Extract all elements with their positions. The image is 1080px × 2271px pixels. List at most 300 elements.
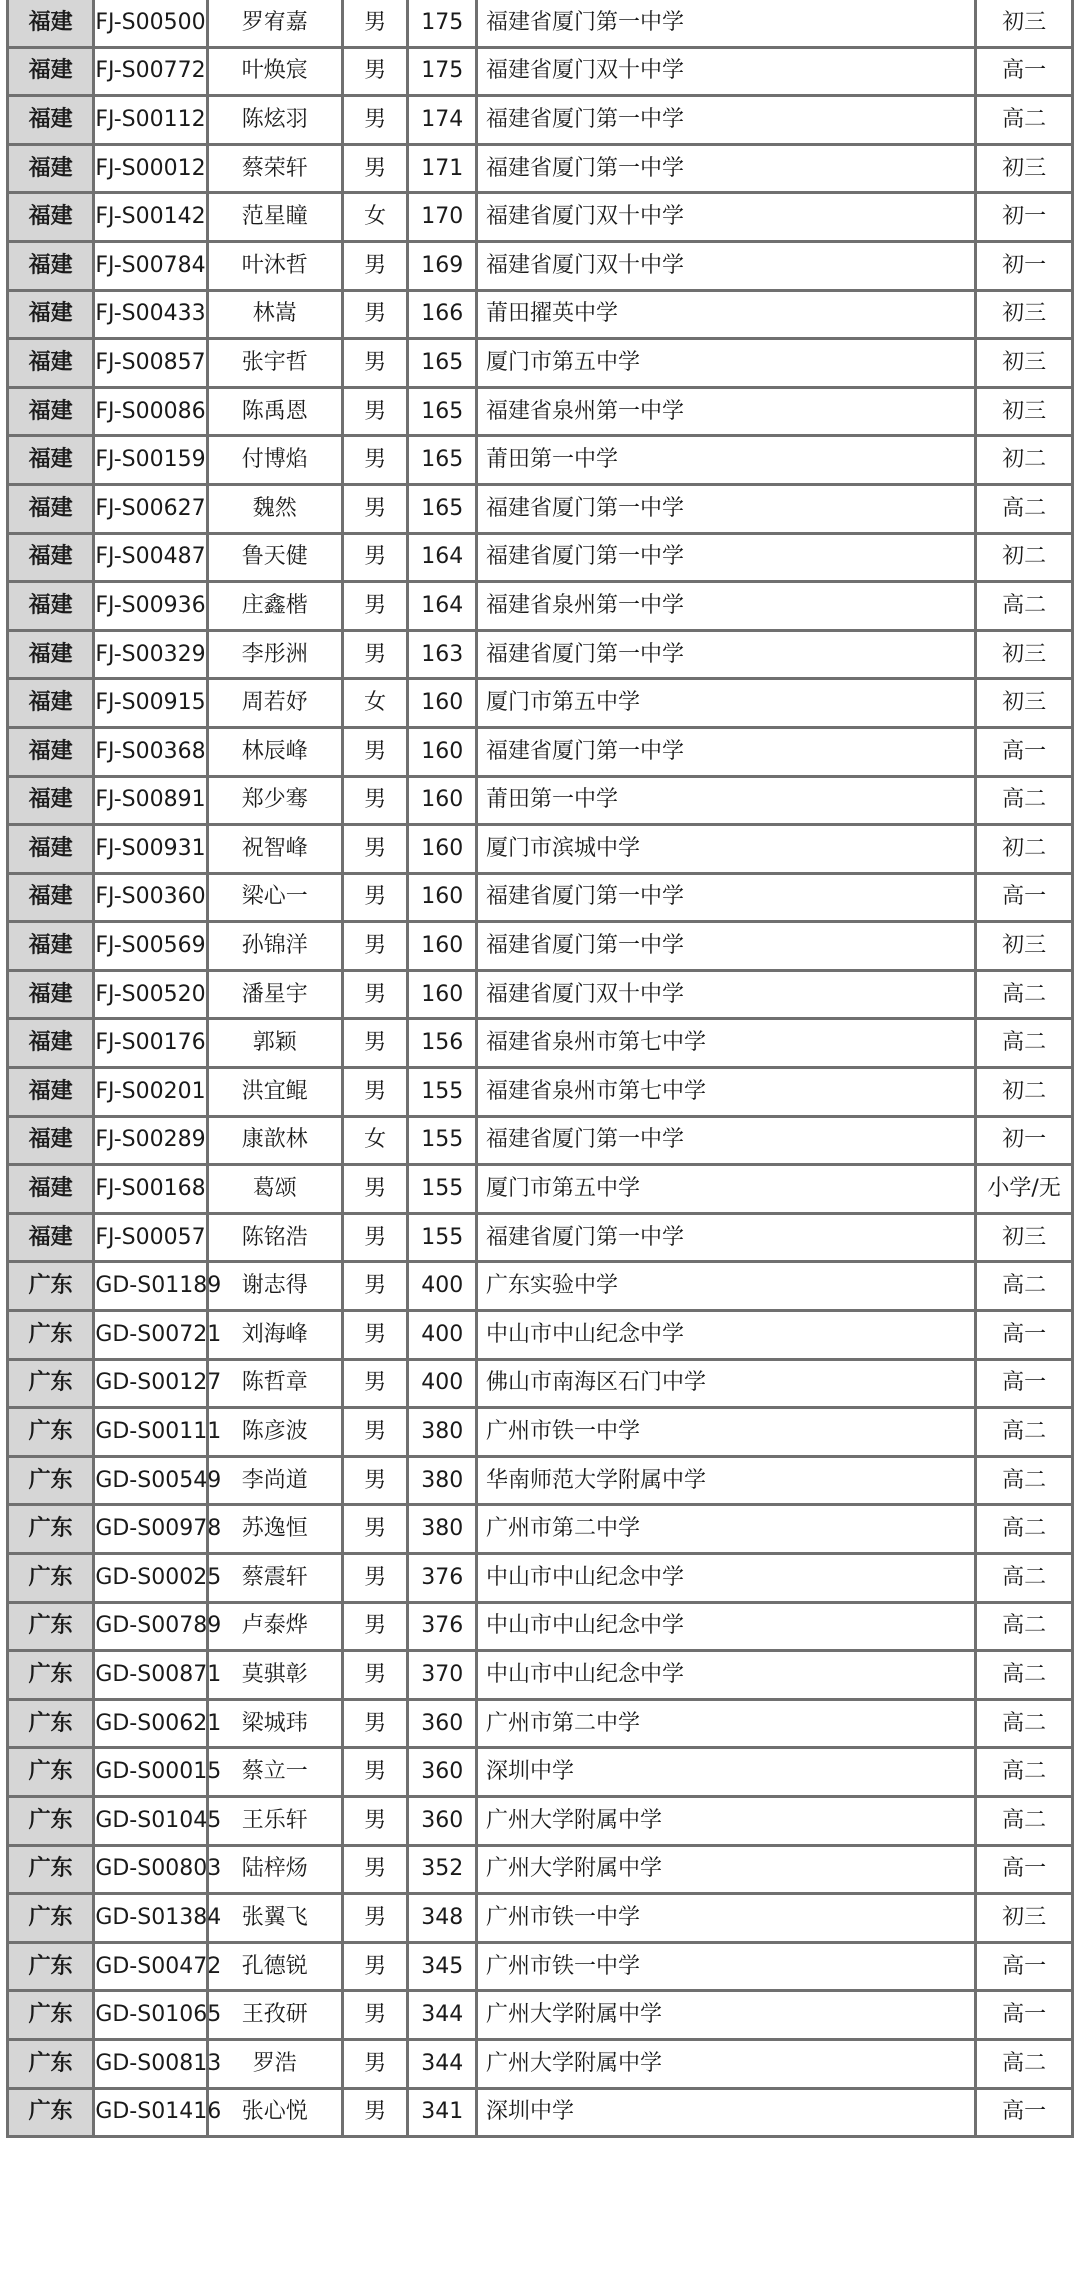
contestant-id-cell: GD-S00871 — [94, 1651, 207, 1700]
province-cell: 广东 — [8, 1651, 94, 1700]
contestant-id-cell: FJ-S00086 — [94, 387, 207, 436]
province-cell: 福建 — [8, 679, 94, 728]
grade-cell: 高二 — [976, 1796, 1073, 1845]
table-row — [8, 1991, 1073, 2040]
province-cell: 福建 — [8, 0, 94, 47]
province-cell: 福建 — [8, 533, 94, 582]
student-name-cell: 罗浩 — [207, 2039, 342, 2088]
gender-cell: 男 — [342, 1456, 408, 1505]
score-cell: 155 — [408, 1213, 477, 1262]
province-cell: 福建 — [8, 727, 94, 776]
grade-cell: 高二 — [976, 582, 1073, 631]
school-cell: 福建省泉州第一中学 — [477, 582, 976, 631]
grade-cell: 初三 — [976, 0, 1073, 47]
score-cell: 165 — [408, 484, 477, 533]
student-name-cell: 付博焰 — [207, 436, 342, 485]
contestant-id-cell: FJ-S00915 — [94, 679, 207, 728]
student-name-cell: 林辰峰 — [207, 727, 342, 776]
school-cell: 福建省厦门第一中学 — [477, 922, 976, 971]
school-cell: 厦门市第五中学 — [477, 1165, 976, 1214]
contestant-id-cell: FJ-S00168 — [94, 1165, 207, 1214]
gender-cell: 男 — [342, 339, 408, 388]
gender-cell: 男 — [342, 873, 408, 922]
student-name-cell: 王乐轩 — [207, 1796, 342, 1845]
student-name-cell: 范星瞳 — [207, 193, 342, 242]
score-cell: 170 — [408, 193, 477, 242]
score-cell: 160 — [408, 727, 477, 776]
school-cell: 广州市第二中学 — [477, 1699, 976, 1748]
grade-cell: 高一 — [976, 47, 1073, 96]
contestant-id-cell: FJ-S00142 — [94, 193, 207, 242]
contestant-id-cell: FJ-S00931 — [94, 825, 207, 874]
student-name-cell: 陈禹恩 — [207, 387, 342, 436]
school-cell: 福建省厦门双十中学 — [477, 241, 976, 290]
student-name-cell: 陈炫羽 — [207, 96, 342, 145]
province-cell: 广东 — [8, 1408, 94, 1457]
school-cell: 广州市第二中学 — [477, 1505, 976, 1554]
grade-cell: 高一 — [976, 1991, 1073, 2040]
score-cell: 164 — [408, 582, 477, 631]
table-row — [8, 2039, 1073, 2088]
table-row — [8, 484, 1073, 533]
table-row — [8, 1894, 1073, 1943]
gender-cell: 男 — [342, 387, 408, 436]
grade-cell: 初三 — [976, 144, 1073, 193]
school-cell: 福建省厦门双十中学 — [477, 970, 976, 1019]
grade-cell: 初三 — [976, 922, 1073, 971]
student-name-cell: 魏然 — [207, 484, 342, 533]
gender-cell: 男 — [342, 241, 408, 290]
province-cell: 福建 — [8, 1068, 94, 1117]
contestant-id-cell: FJ-S00433 — [94, 290, 207, 339]
gender-cell: 男 — [342, 436, 408, 485]
gender-cell: 男 — [342, 1651, 408, 1700]
score-cell: 175 — [408, 0, 477, 47]
grade-cell: 初三 — [976, 1894, 1073, 1943]
table-body — [8, 0, 1073, 2137]
student-name-cell: 苏逸恒 — [207, 1505, 342, 1554]
school-cell: 广州市铁一中学 — [477, 1942, 976, 1991]
table-row — [8, 2088, 1073, 2137]
contestant-id-cell: GD-S01045 — [94, 1796, 207, 1845]
grade-cell: 高一 — [976, 873, 1073, 922]
province-cell: 福建 — [8, 241, 94, 290]
grade-cell: 高二 — [976, 1019, 1073, 1068]
table-row — [8, 241, 1073, 290]
gender-cell: 男 — [342, 290, 408, 339]
contestant-id-cell: FJ-S00569 — [94, 922, 207, 971]
contestant-id-cell: FJ-S00627 — [94, 484, 207, 533]
score-cell: 155 — [408, 1068, 477, 1117]
table-row — [8, 922, 1073, 971]
student-name-cell: 祝智峰 — [207, 825, 342, 874]
contestant-id-cell: FJ-S00784 — [94, 241, 207, 290]
student-name-cell: 叶沐哲 — [207, 241, 342, 290]
student-name-cell: 蔡立一 — [207, 1748, 342, 1797]
gender-cell: 男 — [342, 0, 408, 47]
score-cell: 155 — [408, 1165, 477, 1214]
contestant-id-cell: FJ-S00360 — [94, 873, 207, 922]
score-cell: 164 — [408, 533, 477, 582]
school-cell: 福建省泉州市第七中学 — [477, 1068, 976, 1117]
student-name-cell: 鲁天健 — [207, 533, 342, 582]
contestant-id-cell: GD-S00803 — [94, 1845, 207, 1894]
contestant-id-cell: FJ-S00487 — [94, 533, 207, 582]
province-cell: 广东 — [8, 1699, 94, 1748]
table-row — [8, 533, 1073, 582]
table-row — [8, 970, 1073, 1019]
grade-cell: 高一 — [976, 1311, 1073, 1360]
table-row — [8, 1262, 1073, 1311]
province-cell: 福建 — [8, 290, 94, 339]
gender-cell: 男 — [342, 484, 408, 533]
contestant-id-cell: GD-S01189 — [94, 1262, 207, 1311]
school-cell: 莆田第一中学 — [477, 436, 976, 485]
contestant-id-cell: FJ-S00936 — [94, 582, 207, 631]
province-cell: 福建 — [8, 96, 94, 145]
gender-cell: 男 — [342, 1894, 408, 1943]
score-cell: 370 — [408, 1651, 477, 1700]
gender-cell: 男 — [342, 630, 408, 679]
grade-cell: 高二 — [976, 1408, 1073, 1457]
grade-cell: 小学/无 — [976, 1165, 1073, 1214]
gender-cell: 男 — [342, 47, 408, 96]
school-cell: 广州大学附属中学 — [477, 2039, 976, 2088]
gender-cell: 男 — [342, 1505, 408, 1554]
gender-cell: 男 — [342, 727, 408, 776]
contestant-id-cell: FJ-S00201 — [94, 1068, 207, 1117]
student-name-cell: 庄鑫楷 — [207, 582, 342, 631]
province-cell: 福建 — [8, 144, 94, 193]
contestant-id-cell: GD-S00549 — [94, 1456, 207, 1505]
table-row — [8, 1068, 1073, 1117]
grade-cell: 初三 — [976, 630, 1073, 679]
school-cell: 福建省厦门第一中学 — [477, 630, 976, 679]
table-row — [8, 1116, 1073, 1165]
grade-cell: 高二 — [976, 484, 1073, 533]
school-cell: 深圳中学 — [477, 2088, 976, 2137]
school-cell: 福建省泉州第一中学 — [477, 387, 976, 436]
score-cell: 344 — [408, 1991, 477, 2040]
student-name-cell: 李彤洲 — [207, 630, 342, 679]
table-row — [8, 630, 1073, 679]
table-row — [8, 776, 1073, 825]
province-cell: 福建 — [8, 484, 94, 533]
province-cell: 福建 — [8, 1165, 94, 1214]
school-cell: 福建省厦门第一中学 — [477, 144, 976, 193]
table-row — [8, 1845, 1073, 1894]
score-cell: 160 — [408, 825, 477, 874]
score-cell: 155 — [408, 1116, 477, 1165]
score-cell: 160 — [408, 776, 477, 825]
table-row — [8, 1359, 1073, 1408]
grade-cell: 高二 — [976, 1262, 1073, 1311]
table-row — [8, 0, 1073, 47]
school-cell: 广州市铁一中学 — [477, 1408, 976, 1457]
grade-cell: 高二 — [976, 96, 1073, 145]
student-name-cell: 卢泰烨 — [207, 1602, 342, 1651]
school-cell: 广州大学附属中学 — [477, 1845, 976, 1894]
province-cell: 广东 — [8, 1602, 94, 1651]
score-cell: 175 — [408, 47, 477, 96]
score-cell: 380 — [408, 1456, 477, 1505]
contestant-id-cell: FJ-S00772 — [94, 47, 207, 96]
table-row — [8, 1408, 1073, 1457]
province-cell: 福建 — [8, 47, 94, 96]
score-cell: 360 — [408, 1748, 477, 1797]
gender-cell: 女 — [342, 193, 408, 242]
grade-cell: 高二 — [976, 776, 1073, 825]
province-cell: 广东 — [8, 2039, 94, 2088]
grade-cell: 初一 — [976, 1116, 1073, 1165]
grade-cell: 初二 — [976, 825, 1073, 874]
grade-cell: 初三 — [976, 679, 1073, 728]
gender-cell: 男 — [342, 1699, 408, 1748]
grade-cell: 高二 — [976, 2039, 1073, 2088]
school-cell: 中山市中山纪念中学 — [477, 1651, 976, 1700]
gender-cell: 男 — [342, 1845, 408, 1894]
score-cell: 380 — [408, 1505, 477, 1554]
contestant-id-cell: FJ-S00891 — [94, 776, 207, 825]
table-row — [8, 679, 1073, 728]
student-name-cell: 陈哲章 — [207, 1359, 342, 1408]
student-name-cell: 蔡震轩 — [207, 1554, 342, 1603]
grade-cell: 高二 — [976, 1748, 1073, 1797]
province-cell: 福建 — [8, 922, 94, 971]
grade-cell: 高一 — [976, 1359, 1073, 1408]
gender-cell: 男 — [342, 2039, 408, 2088]
gender-cell: 男 — [342, 1602, 408, 1651]
school-cell: 福建省厦门第一中学 — [477, 96, 976, 145]
student-name-cell: 梁城玮 — [207, 1699, 342, 1748]
student-name-cell: 葛颂 — [207, 1165, 342, 1214]
school-cell: 福建省厦门第一中学 — [477, 533, 976, 582]
gender-cell: 男 — [342, 2088, 408, 2137]
table-row — [8, 193, 1073, 242]
student-name-cell: 潘星宇 — [207, 970, 342, 1019]
table-row — [8, 1942, 1073, 1991]
grade-cell: 初一 — [976, 241, 1073, 290]
school-cell: 华南师范大学附属中学 — [477, 1456, 976, 1505]
grade-cell: 初三 — [976, 1213, 1073, 1262]
table-row — [8, 873, 1073, 922]
student-name-cell: 王孜研 — [207, 1991, 342, 2040]
contestant-id-cell: GD-S00621 — [94, 1699, 207, 1748]
gender-cell: 女 — [342, 679, 408, 728]
gender-cell: 男 — [342, 582, 408, 631]
grade-cell: 高一 — [976, 2088, 1073, 2137]
student-name-cell: 张宇哲 — [207, 339, 342, 388]
gender-cell: 男 — [342, 922, 408, 971]
student-name-cell: 莫骐彰 — [207, 1651, 342, 1700]
province-cell: 广东 — [8, 1894, 94, 1943]
student-name-cell: 孔德锐 — [207, 1942, 342, 1991]
gender-cell: 男 — [342, 1942, 408, 1991]
score-cell: 400 — [408, 1311, 477, 1360]
contestant-id-cell: FJ-S00289 — [94, 1116, 207, 1165]
contestant-id-cell: GD-S00015 — [94, 1748, 207, 1797]
student-name-cell: 林嵩 — [207, 290, 342, 339]
gender-cell: 男 — [342, 96, 408, 145]
score-cell: 400 — [408, 1262, 477, 1311]
student-name-cell: 罗宥嘉 — [207, 0, 342, 47]
school-cell: 福建省厦门第一中学 — [477, 0, 976, 47]
school-cell: 福建省厦门双十中学 — [477, 193, 976, 242]
province-cell: 广东 — [8, 1942, 94, 1991]
score-cell: 400 — [408, 1359, 477, 1408]
school-cell: 福建省厦门第一中学 — [477, 1116, 976, 1165]
gender-cell: 男 — [342, 1991, 408, 2040]
contestant-id-cell: GD-S00472 — [94, 1942, 207, 1991]
school-cell: 广州大学附属中学 — [477, 1991, 976, 2040]
grade-cell: 高二 — [976, 1554, 1073, 1603]
gender-cell: 男 — [342, 1796, 408, 1845]
grade-cell: 初三 — [976, 387, 1073, 436]
student-name-cell: 刘海峰 — [207, 1311, 342, 1360]
score-cell: 166 — [408, 290, 477, 339]
grade-cell: 初二 — [976, 533, 1073, 582]
grade-cell: 高二 — [976, 1456, 1073, 1505]
student-name-cell: 周若妤 — [207, 679, 342, 728]
province-cell: 广东 — [8, 1456, 94, 1505]
grade-cell: 初二 — [976, 1068, 1073, 1117]
province-cell: 福建 — [8, 1019, 94, 1068]
score-cell: 156 — [408, 1019, 477, 1068]
school-cell: 中山市中山纪念中学 — [477, 1554, 976, 1603]
grade-cell: 高二 — [976, 1602, 1073, 1651]
contestant-id-cell: FJ-S00329 — [94, 630, 207, 679]
school-cell: 中山市中山纪念中学 — [477, 1602, 976, 1651]
student-name-cell: 叶焕宸 — [207, 47, 342, 96]
gender-cell: 男 — [342, 1019, 408, 1068]
province-cell: 福建 — [8, 825, 94, 874]
student-name-cell: 张翼飞 — [207, 1894, 342, 1943]
province-cell: 广东 — [8, 1311, 94, 1360]
table-row — [8, 1165, 1073, 1214]
school-cell: 深圳中学 — [477, 1748, 976, 1797]
contestant-id-cell: FJ-S00012 — [94, 144, 207, 193]
province-cell: 福建 — [8, 193, 94, 242]
score-cell: 174 — [408, 96, 477, 145]
grade-cell: 初二 — [976, 436, 1073, 485]
province-cell: 广东 — [8, 1505, 94, 1554]
table-row — [8, 582, 1073, 631]
school-cell: 厦门市滨城中学 — [477, 825, 976, 874]
student-name-cell: 康歆林 — [207, 1116, 342, 1165]
province-cell: 福建 — [8, 387, 94, 436]
province-cell: 福建 — [8, 970, 94, 1019]
student-name-cell: 张心悦 — [207, 2088, 342, 2137]
contestant-id-cell: FJ-S00368 — [94, 727, 207, 776]
student-name-cell: 蔡荣轩 — [207, 144, 342, 193]
student-name-cell: 洪宜鲲 — [207, 1068, 342, 1117]
score-cell: 376 — [408, 1554, 477, 1603]
table-row — [8, 1699, 1073, 1748]
table-row — [8, 825, 1073, 874]
school-cell: 广州大学附属中学 — [477, 1796, 976, 1845]
contestant-id-cell: FJ-S00857 — [94, 339, 207, 388]
province-cell: 广东 — [8, 1796, 94, 1845]
score-cell: 165 — [408, 339, 477, 388]
grade-cell: 高一 — [976, 727, 1073, 776]
gender-cell: 男 — [342, 970, 408, 1019]
score-cell: 165 — [408, 436, 477, 485]
table-row — [8, 1019, 1073, 1068]
gender-cell: 男 — [342, 1068, 408, 1117]
school-cell: 广州市铁一中学 — [477, 1894, 976, 1943]
province-cell: 福建 — [8, 630, 94, 679]
table-row — [8, 436, 1073, 485]
province-cell: 福建 — [8, 1213, 94, 1262]
grade-cell: 高二 — [976, 1699, 1073, 1748]
school-cell: 福建省厦门第一中学 — [477, 1213, 976, 1262]
contestant-id-cell: GD-S00813 — [94, 2039, 207, 2088]
score-cell: 344 — [408, 2039, 477, 2088]
student-name-cell: 李尚道 — [207, 1456, 342, 1505]
score-cell: 341 — [408, 2088, 477, 2137]
province-cell: 广东 — [8, 1991, 94, 2040]
score-cell: 360 — [408, 1699, 477, 1748]
table-row — [8, 339, 1073, 388]
student-name-cell: 谢志得 — [207, 1262, 342, 1311]
gender-cell: 男 — [342, 1213, 408, 1262]
gender-cell: 男 — [342, 776, 408, 825]
gender-cell: 男 — [342, 1748, 408, 1797]
score-cell: 171 — [408, 144, 477, 193]
province-cell: 福建 — [8, 776, 94, 825]
student-name-cell: 孙锦洋 — [207, 922, 342, 971]
contestant-id-cell: GD-S00111 — [94, 1408, 207, 1457]
province-cell: 福建 — [8, 873, 94, 922]
contestant-id-cell: FJ-S00159 — [94, 436, 207, 485]
contestant-id-cell: GD-S00789 — [94, 1602, 207, 1651]
score-cell: 345 — [408, 1942, 477, 1991]
province-cell: 福建 — [8, 339, 94, 388]
table-row — [8, 387, 1073, 436]
contestant-id-cell: FJ-S00520 — [94, 970, 207, 1019]
contestant-id-cell: GD-S01384 — [94, 1894, 207, 1943]
school-cell: 厦门市第五中学 — [477, 679, 976, 728]
score-cell: 376 — [408, 1602, 477, 1651]
school-cell: 福建省厦门第一中学 — [477, 873, 976, 922]
table-row — [8, 290, 1073, 339]
score-cell: 160 — [408, 970, 477, 1019]
contestant-id-cell: FJ-S00112 — [94, 96, 207, 145]
table-row — [8, 1456, 1073, 1505]
student-name-cell: 郭颖 — [207, 1019, 342, 1068]
province-cell: 广东 — [8, 1845, 94, 1894]
grade-cell: 初三 — [976, 339, 1073, 388]
province-cell: 广东 — [8, 2088, 94, 2137]
grade-cell: 高一 — [976, 1942, 1073, 1991]
gender-cell: 男 — [342, 144, 408, 193]
table-row — [8, 1505, 1073, 1554]
contestant-id-cell: FJ-S00057 — [94, 1213, 207, 1262]
results-table — [6, 0, 1074, 2138]
school-cell: 中山市中山纪念中学 — [477, 1311, 976, 1360]
contestant-id-cell: GD-S01416 — [94, 2088, 207, 2137]
table-row — [8, 96, 1073, 145]
gender-cell: 男 — [342, 1359, 408, 1408]
school-cell: 厦门市第五中学 — [477, 339, 976, 388]
gender-cell: 男 — [342, 1408, 408, 1457]
contestant-id-cell: GD-S00025 — [94, 1554, 207, 1603]
score-cell: 380 — [408, 1408, 477, 1457]
gender-cell: 男 — [342, 1311, 408, 1360]
student-name-cell: 陈彦波 — [207, 1408, 342, 1457]
school-cell: 福建省厦门第一中学 — [477, 727, 976, 776]
school-cell: 莆田擢英中学 — [477, 290, 976, 339]
